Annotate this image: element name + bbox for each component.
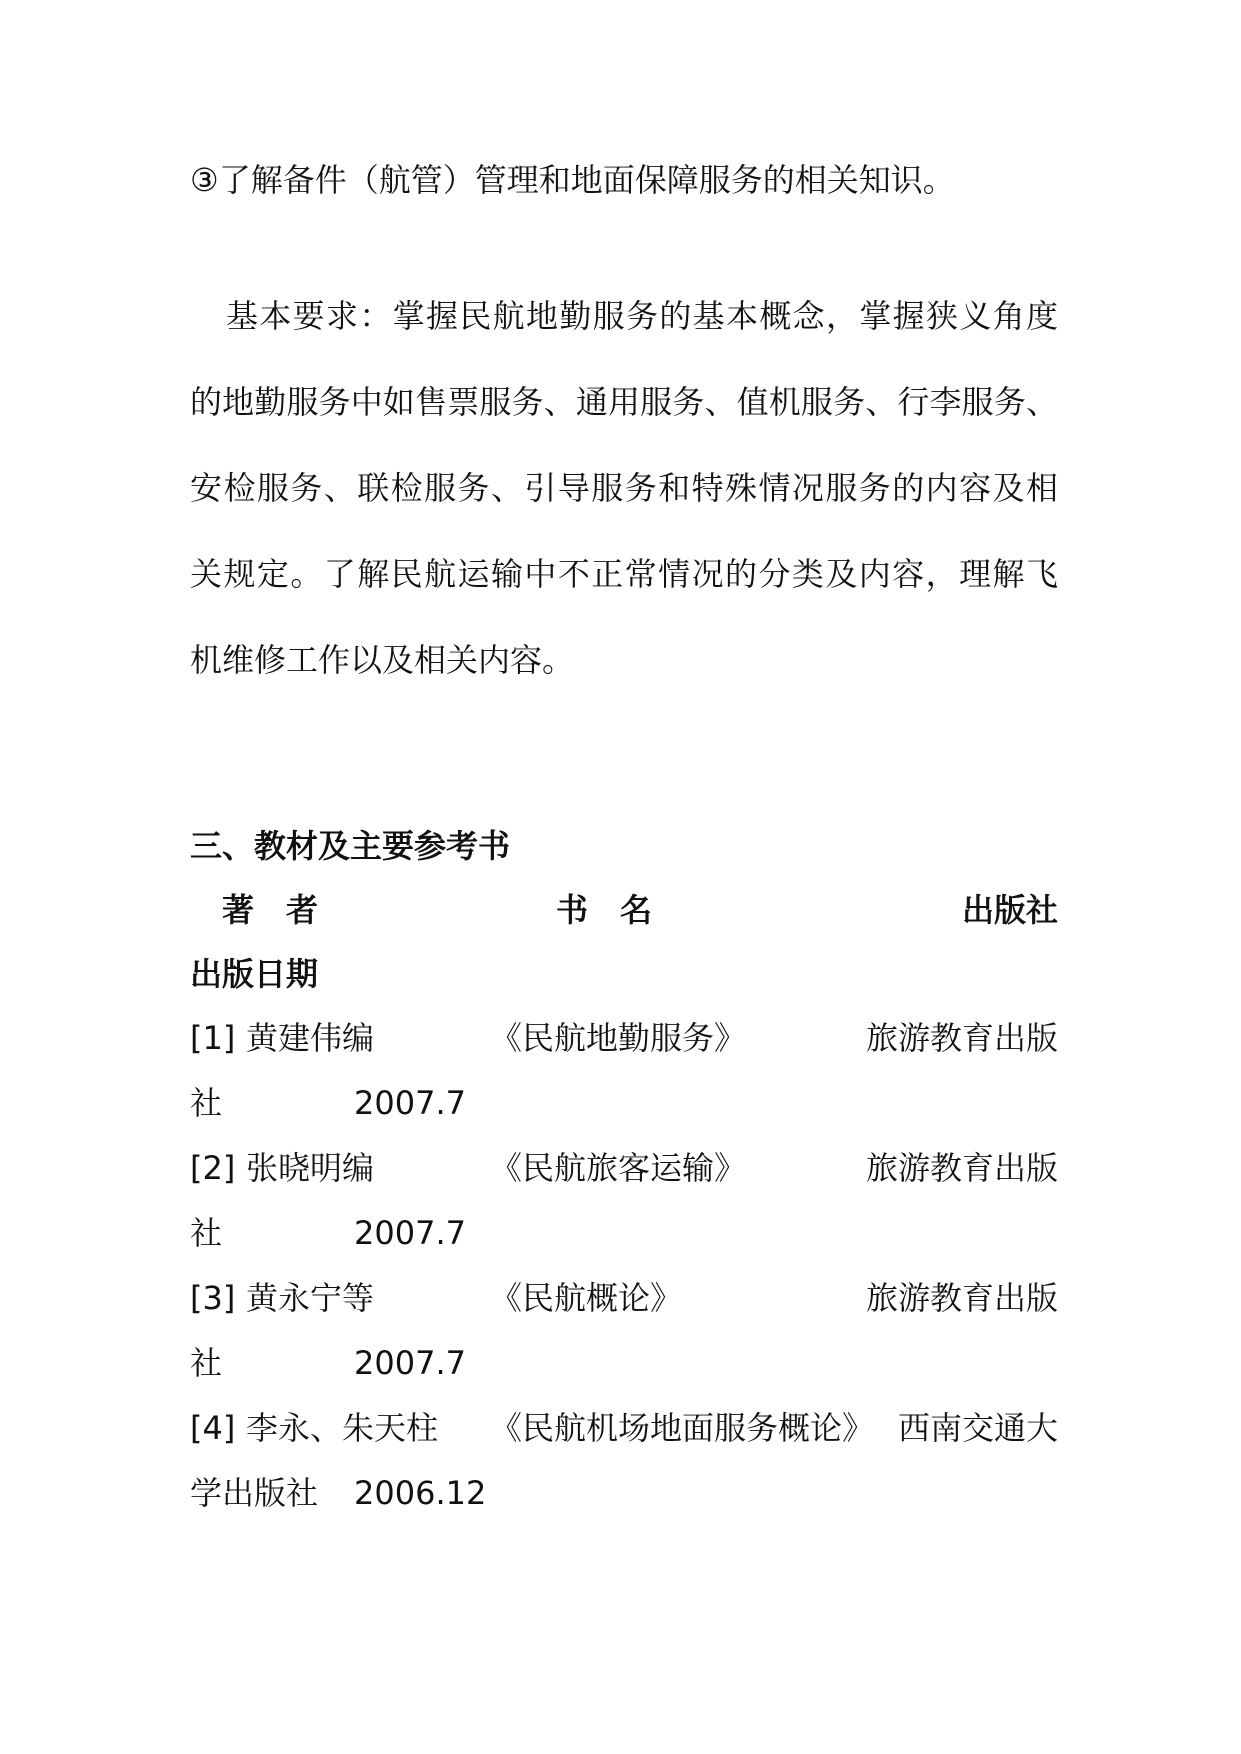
reference-title: 《民航机场地面服务概论》 bbox=[490, 1409, 875, 1447]
reference-publisher: 旅游教育出版 bbox=[865, 1019, 1058, 1057]
reference-publisher-cont: 社 bbox=[190, 1344, 223, 1382]
basic-requirements-line-5: 机维修工作以及相关内容。 bbox=[190, 641, 575, 679]
basic-requirements-line-1: 基本要求：掌握民航地勤服务的基本概念，掌握狭义角度 bbox=[226, 297, 1058, 335]
column-title: 书 名 bbox=[556, 891, 653, 929]
reference-author: 黄建伟编 bbox=[246, 1019, 375, 1057]
reference-publisher: 旅游教育出版 bbox=[865, 1149, 1058, 1187]
reference-number: [1] bbox=[190, 1019, 236, 1057]
objective-item-3: ③了解备件（航管）管理和地面保障服务的相关知识。 bbox=[190, 161, 955, 199]
reference-publisher: 西南交通大 bbox=[897, 1409, 1058, 1447]
reference-publisher: 旅游教育出版 bbox=[865, 1279, 1058, 1317]
column-publisher: 出版社 bbox=[961, 891, 1058, 929]
reference-author: 黄永宁等 bbox=[246, 1279, 375, 1317]
reference-title: 《民航地勤服务》 bbox=[490, 1019, 747, 1057]
reference-publisher-cont: 社 bbox=[190, 1084, 223, 1122]
reference-author: 张晓明编 bbox=[246, 1149, 375, 1187]
reference-number: [4] bbox=[190, 1409, 236, 1447]
reference-title: 《民航旅客运输》 bbox=[490, 1149, 747, 1187]
reference-title: 《民航概论》 bbox=[490, 1279, 683, 1317]
reference-author: 李永、朱天柱 bbox=[246, 1409, 439, 1447]
basic-requirements-line-4: 关规定。了解民航运输中不正常情况的分类及内容，理解飞 bbox=[190, 555, 1058, 593]
column-author: 著 者 bbox=[222, 891, 319, 929]
reference-number: [2] bbox=[190, 1149, 236, 1187]
reference-date: 2007.7 bbox=[354, 1344, 466, 1382]
column-date: 出版日期 bbox=[190, 955, 319, 993]
reference-date: 2006.12 bbox=[354, 1474, 487, 1512]
basic-requirements-line-2: 的地勤服务中如售票服务、通用服务、值机服务、行李服务、 bbox=[190, 383, 1058, 421]
reference-publisher-cont: 社 bbox=[190, 1214, 223, 1252]
reference-date: 2007.7 bbox=[354, 1084, 466, 1122]
section-heading: 三、教材及主要参考书 bbox=[190, 827, 511, 865]
reference-publisher-cont: 学出版社 bbox=[190, 1474, 319, 1512]
basic-requirements-line-3: 安检服务、联检服务、引导服务和特殊情况服务的内容及相 bbox=[190, 469, 1058, 507]
reference-date: 2007.7 bbox=[354, 1214, 466, 1252]
reference-number: [3] bbox=[190, 1279, 236, 1317]
